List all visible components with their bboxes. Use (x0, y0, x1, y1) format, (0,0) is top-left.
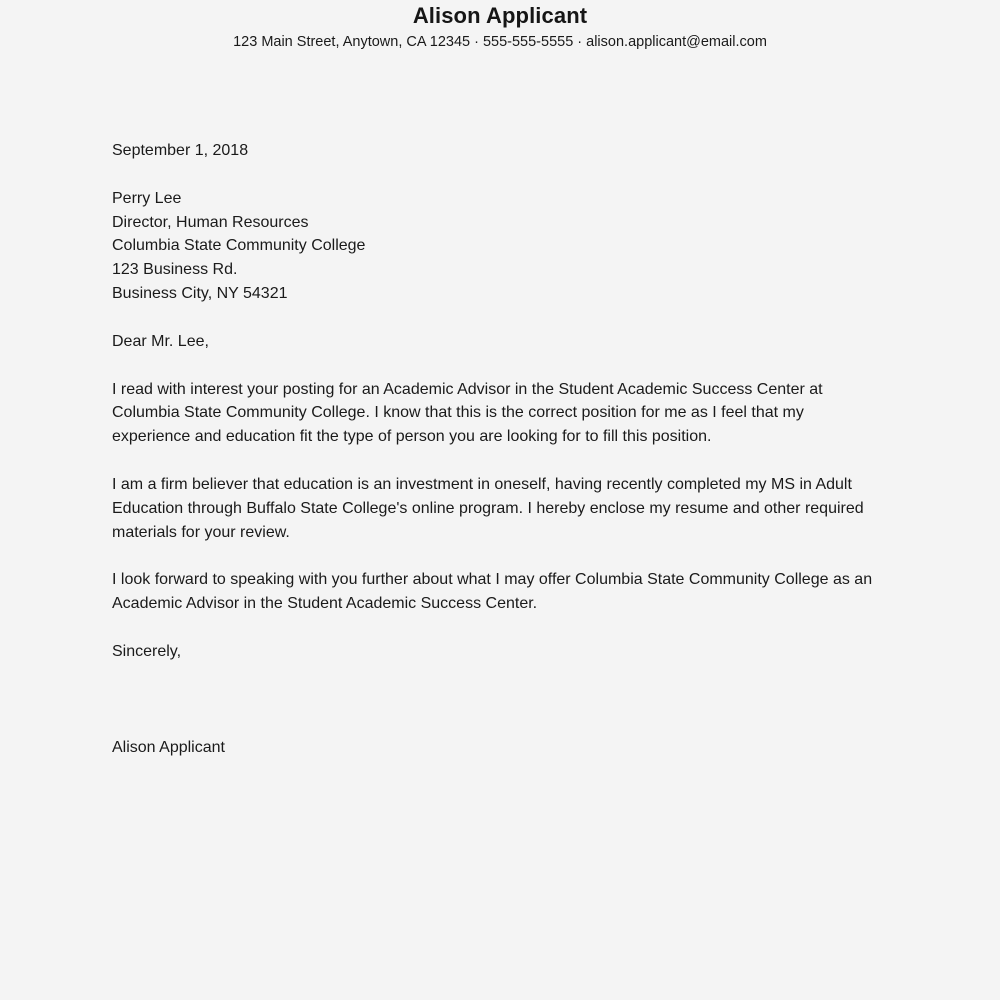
letterhead-name: Alison Applicant (412, 3, 588, 28)
recipient-name: Perry Lee (112, 189, 182, 207)
letter-closing: Sincerely, (112, 642, 182, 660)
letter-salutation: Dear Mr. Lee, (112, 332, 209, 350)
letter-paragraph-1: I read with interest your posting for an Academic Advisor in the Student Academic Success Center at Columbia State Community College. I know that this is the correct position for me as I feel that my experience and education fit the type of person you are looking for to fill this position. (112, 380, 823, 446)
recipient-title: Director, Human Resources (112, 213, 309, 231)
letterhead (0, 0, 1000, 52)
letter-date: September 1, 2018 (112, 142, 249, 159)
recipient-city-state-zip: Business City, NY 54321 (112, 284, 288, 302)
letter-paragraph-2: I am a firm believer that education is an investment in oneself, having recently completed my MS in Adult Education through Buffalo State College's online program. I hereby enclose my resume and other required materials for your review. (112, 475, 864, 541)
recipient-organization: Columbia State Community College (112, 237, 366, 255)
recipient-address-block (112, 187, 884, 306)
signature-space (112, 664, 884, 736)
signature-name: Alison Applicant (112, 738, 225, 756)
letter-paragraph-3: I look forward to speaking with you further about what I may offer Columbia State Community College as an Academic Advisor in the Student Academic Success Center. (112, 571, 873, 613)
recipient-street: 123 Business Rd. (112, 261, 238, 279)
letterhead-contact-line: 123 Main Street, Anytown, CA 12345 · 555-555-5555 · alison.applicant@email.com (233, 34, 767, 50)
letter-body (112, 139, 884, 760)
